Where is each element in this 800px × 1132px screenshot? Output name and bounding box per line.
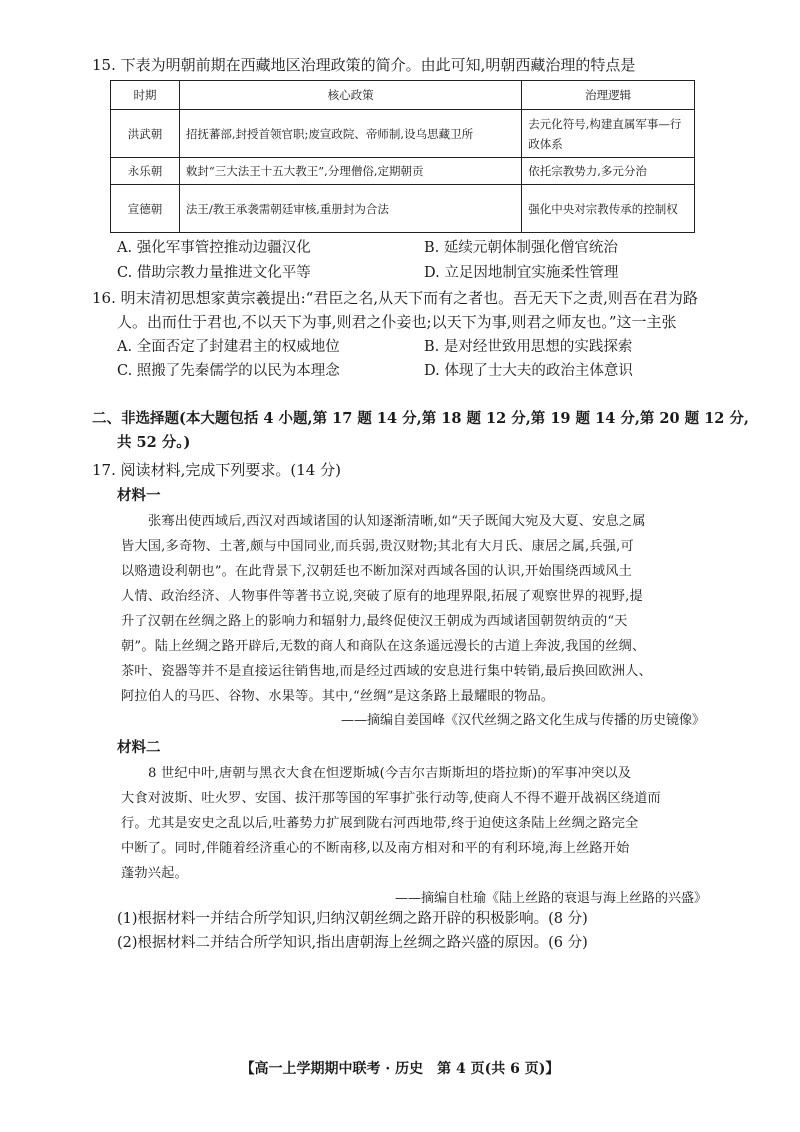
material2-line: 中断了。同时,伴随着经济重心的不断南移,以及南方相对和平的有利环境,海上丝路开始 bbox=[121, 841, 630, 856]
q16-stem-line2: 人。出而仕于君也,不以天下为事,则君之仆妾也;以天下为事,则君之师友也。”这一主张 bbox=[117, 313, 677, 331]
material2-source: ——摘编自杜瑜《陆上丝路的衰退与海上丝路的兴盛》 bbox=[394, 891, 707, 906]
material1-line: 以赂遗设利朝也”。在此背景下,汉朝廷也不断加深对西域各国的认识,开始围绕西域风土 bbox=[121, 564, 633, 579]
q15-option-d: D. 立足因地制宜实施柔性管理 bbox=[424, 265, 619, 281]
q15-stem: 15. 下表为明朝前期在西藏地区治理政策的简介。由此可知,明朝西藏治理的特点是 bbox=[92, 56, 636, 74]
material1-line: 升了汉朝在丝绸之路上的影响力和辐射力,最终促使汉王朝成为西域诸国朝贺纳贡的“天 bbox=[121, 614, 628, 629]
policy-cell: 招抚蕃部,封授首领官职;废宣政院、帝师制,设乌思藏卫所 bbox=[179, 110, 521, 158]
section-two-heading-line2: 共 52 分。) bbox=[117, 434, 191, 451]
logic-cell: 强化中央对宗教传承的控制权 bbox=[522, 185, 695, 233]
q15-option-c: C. 借助宗教力量推进文化平等 bbox=[117, 265, 311, 281]
q15-policy-table bbox=[110, 80, 695, 233]
era-cell: 洪武朝 bbox=[111, 110, 180, 158]
header-policy: 核心政策 bbox=[179, 81, 521, 110]
material2-line: 行。尤其是安史之乱以后,吐蕃势力扩展到陇右河西地带,终于迫使这条陆上丝绸之路完全 bbox=[121, 816, 639, 831]
material1-line: 张骞出使西域后,西汉对西域诸国的认知逐渐清晰,如“天子既闻大宛及大夏、安息之属 bbox=[148, 514, 646, 529]
q16-stem-line1: 16. 明末清初思想家黄宗羲提出:“君臣之名,从天下而有之者也。吾无天下之责,则吾在君为路 bbox=[92, 289, 698, 307]
era-cell: 永乐朝 bbox=[111, 158, 180, 185]
q17-subquestion-2: (2)根据材料二并结合所学知识,指出唐朝海上丝绸之路兴盛的原因。(6 分) bbox=[117, 935, 588, 951]
material2-line: 8 世纪中叶,唐朝与黑衣大食在怛逻斯城(今吉尔吉斯斯坦的塔拉斯)的军事冲突以及 bbox=[148, 766, 632, 781]
material2-line: 大食对波斯、吐火罗、安国、拔汗那等国的军事扩张行动等,使商人不得不避开战祸区绕道而 bbox=[121, 791, 661, 806]
q16-option-c: C. 照搬了先秦儒学的以民为本理念 bbox=[117, 363, 340, 379]
q17-stem: 17. 阅读材料,完成下列要求。(14 分) bbox=[92, 461, 341, 479]
table-row bbox=[111, 110, 695, 158]
material1-line: 皆大国,多奇物、土著,颇与中国同业,而兵弱,贵汉财物;其北有大月氏、康居之属,兵强,可 bbox=[121, 539, 634, 554]
logic-cell: 依托宗教势力,多元分治 bbox=[522, 158, 695, 185]
table-header-row bbox=[111, 81, 695, 110]
material1-line: 人情、政治经济、人物事件等著书立说,突破了原有的地理界限,拓展了观察世界的视野,提 bbox=[121, 589, 643, 604]
table-row bbox=[111, 185, 695, 233]
header-era: 时期 bbox=[111, 81, 180, 110]
policy-cell: 敕封“三大法王十五大教王”,分理僧俗,定期朝贡 bbox=[179, 158, 521, 185]
q16-option-b: B. 是对经世致用思想的实践探索 bbox=[424, 339, 633, 355]
policy-cell: 法王/教王承袭需朝廷审核,重册封为合法 bbox=[179, 185, 521, 233]
material1-line: 朝”。陆上丝绸之路开辟后,无数的商人和商队在这条遥远漫长的古道上奔波,我国的丝绸、 bbox=[121, 639, 646, 654]
q17-subquestion-1: (1)根据材料一并结合所学知识,归纳汉朝丝绸之路开辟的积极影响。(8 分) bbox=[117, 911, 588, 927]
material1-source: ——摘编自姜国峰《汉代丝绸之路文化生成与传播的历史镜像》 bbox=[340, 713, 705, 728]
section-two-heading-line1: 二、非选择题(本大题包括 4 小题,第 17 题 14 分,第 18 题 12 分,第 19 题 14 分,第 20 题 12 分, bbox=[92, 410, 749, 427]
header-logic: 治理逻辑 bbox=[522, 81, 695, 110]
q15-option-a: A. 强化军事管控推动边疆汉化 bbox=[117, 240, 311, 256]
q15-option-b: B. 延续元朝体制强化僧官统治 bbox=[424, 240, 618, 256]
q16-option-d: D. 体现了士大夫的政治主体意识 bbox=[424, 363, 633, 379]
page-footer: 【高一上学期期中联考 · 历史 第 4 页(共 6 页)】 bbox=[240, 1061, 560, 1077]
material1-label: 材料一 bbox=[117, 487, 161, 504]
material2-line: 蓬勃兴起。 bbox=[121, 866, 188, 881]
material1-line: 阿拉伯人的马匹、谷物、水果等。其中,“丝绸”是这条路上最耀眼的物品。 bbox=[121, 689, 555, 704]
era-cell: 宣德朝 bbox=[111, 185, 180, 233]
logic-cell: 去元化符号,构建直属军事—行政体系 bbox=[522, 110, 695, 158]
material2-label: 材料二 bbox=[117, 739, 161, 756]
q16-option-a: A. 全面否定了封建君主的权威地位 bbox=[117, 339, 340, 355]
table-row bbox=[111, 158, 695, 185]
material1-line: 茶叶、瓷器等并不是直接运往销售地,而是经过西域的安息进行集中转销,最后换回欧洲人、 bbox=[121, 664, 652, 679]
